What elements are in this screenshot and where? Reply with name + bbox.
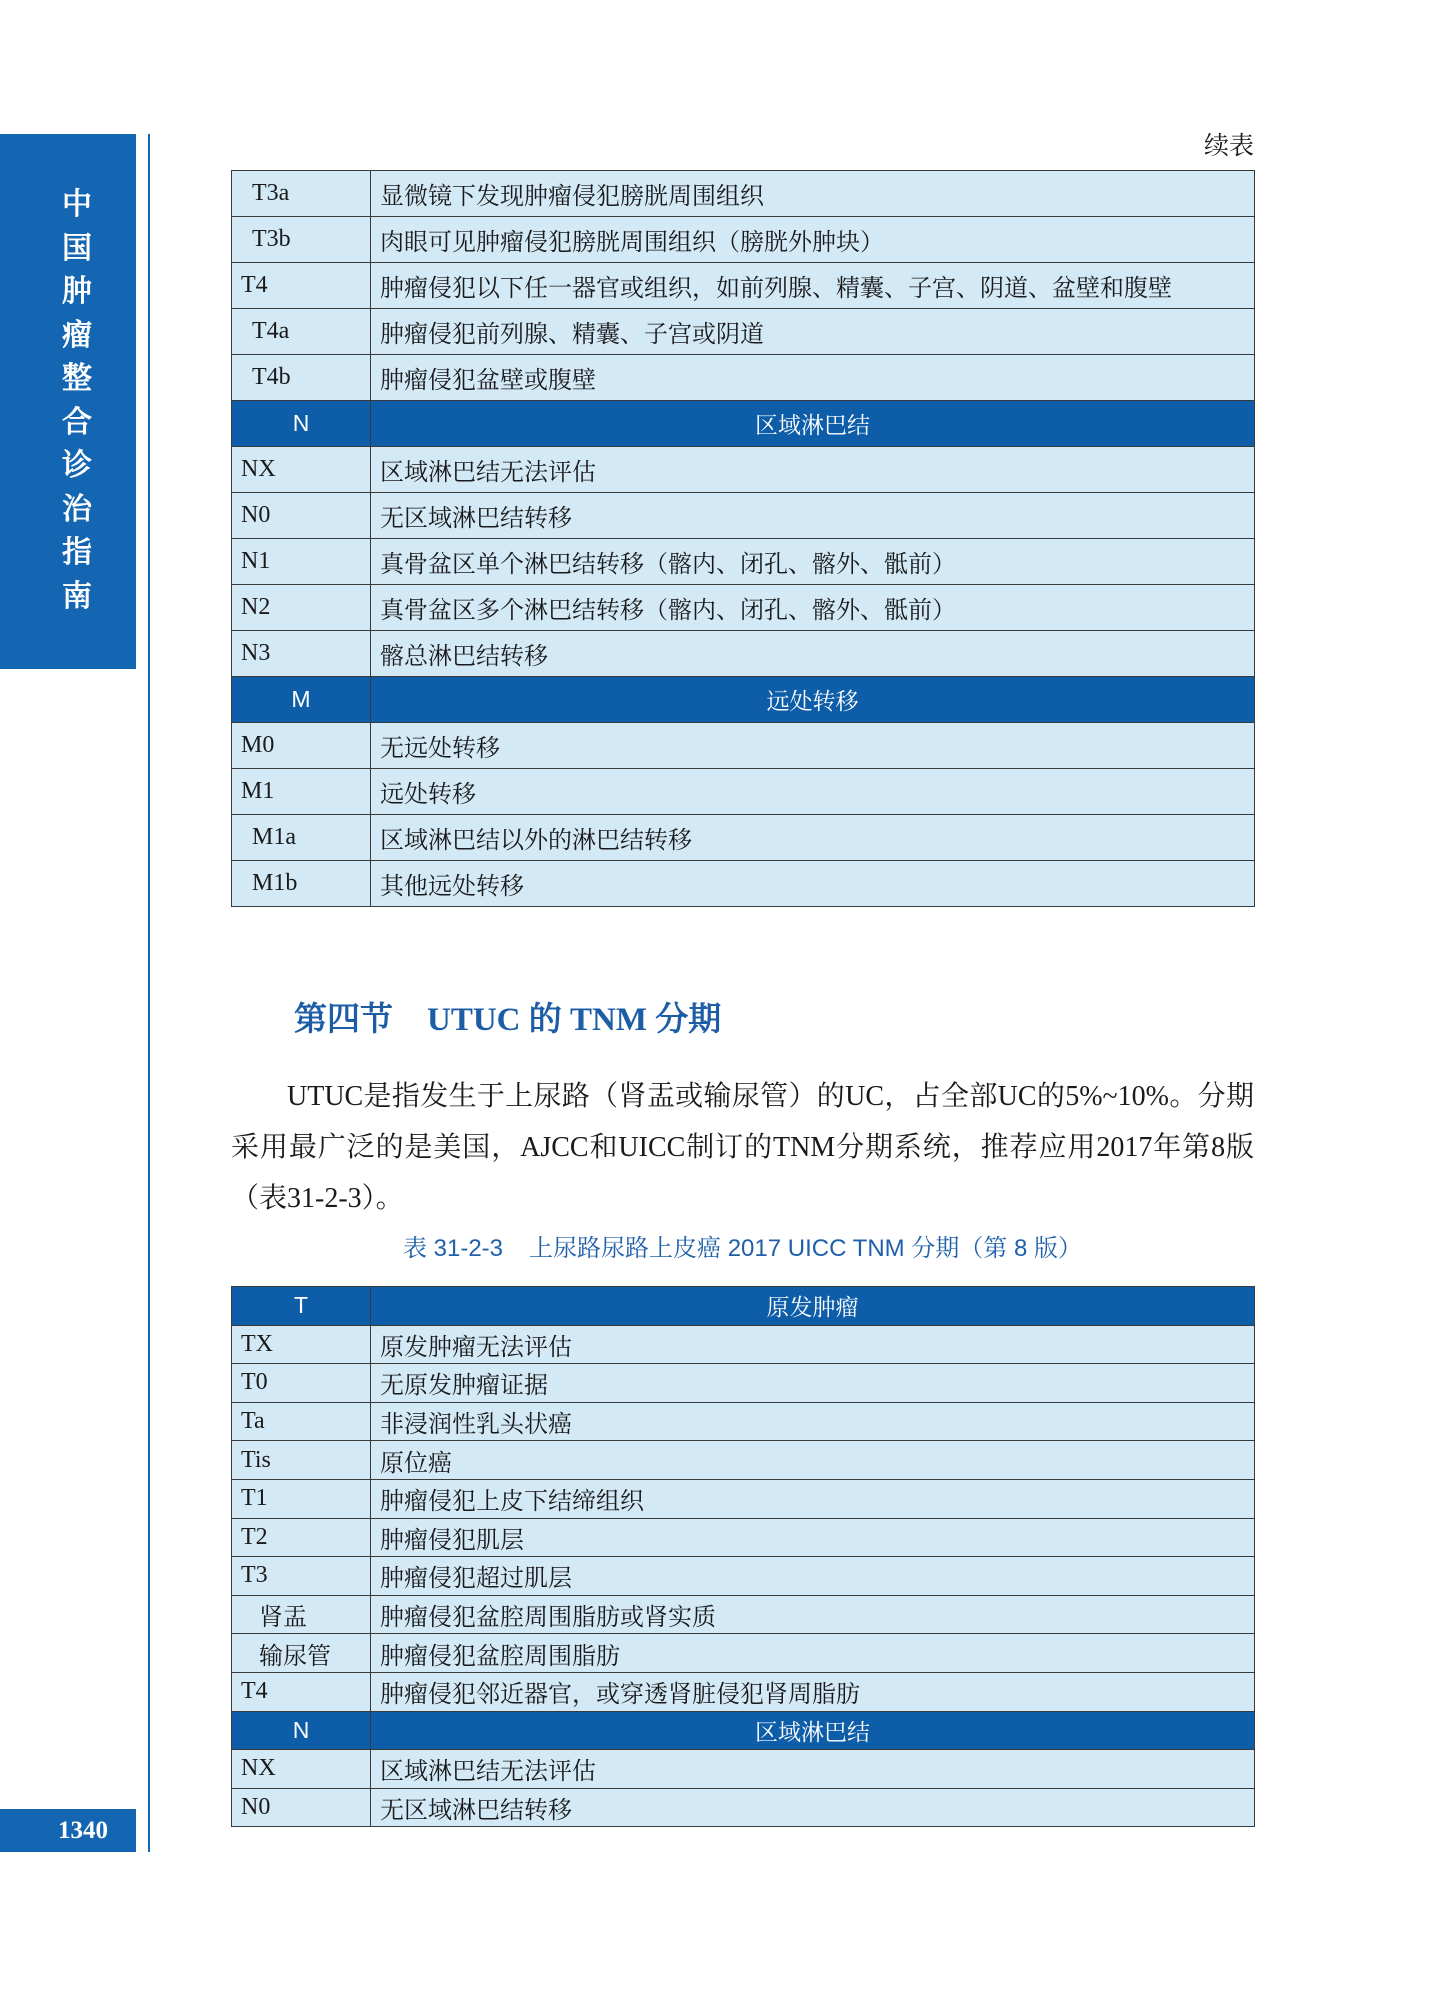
paragraph-line: 采用最广泛的是美国，AJCC和UICC制订的TNM分期系统，推荐应用2017年第8版 [231,1132,1254,1163]
description-cell: 髂总淋巴结转移 [371,631,1255,677]
code-cell: N0 [232,493,371,539]
table-caption [231,1234,1254,1264]
table-row [232,1788,1255,1827]
table-row [232,1557,1255,1596]
code-cell: T1 [232,1479,371,1518]
table-row [232,631,1255,677]
description-cell: 肿瘤侵犯超过肌层 [371,1557,1255,1596]
code-cell: M1b [232,861,371,907]
code-cell: T4b [232,355,371,401]
description-cell: 真骨盆区单个淋巴结转移（髂内、闭孔、髂外、骶前） [371,539,1255,585]
description-cell: 肿瘤侵犯邻近器官，或穿透肾脏侵犯肾周脂肪 [371,1672,1255,1711]
table-section-header-row [232,677,1255,723]
description-cell: 肿瘤侵犯前列腺、精囊、子宫或阴道 [371,309,1255,355]
table-body [232,1287,1255,1827]
section-title-cell: 远处转移 [371,677,1255,723]
description-cell: 无原发肿瘤证据 [371,1364,1255,1403]
table-row [232,1634,1255,1673]
section-title-cell: 区域淋巴结 [371,401,1255,447]
code-cell: N2 [232,585,371,631]
table-row [232,861,1255,907]
code-cell: T3b [232,217,371,263]
code-cell: M1 [232,769,371,815]
description-cell: 其他远处转移 [371,861,1255,907]
table-section-header-row [232,1287,1255,1326]
code-cell: 肾盂 [232,1595,371,1634]
table-row [232,1402,1255,1441]
description-cell: 无区域淋巴结转移 [371,1788,1255,1827]
code-cell: M1a [232,815,371,861]
description-cell: 真骨盆区多个淋巴结转移（髂内、闭孔、髂外、骶前） [371,585,1255,631]
margin-rule [148,134,150,1852]
table-row [232,539,1255,585]
code-cell: T3 [232,1557,371,1596]
table-row [232,309,1255,355]
description-cell: 区域淋巴结无法评估 [371,447,1255,493]
description-cell: 肿瘤侵犯盆腔周围脂肪或肾实质 [371,1595,1255,1634]
table-section-header-row [232,1711,1255,1750]
description-cell: 非浸润性乳头状癌 [371,1402,1255,1441]
code-cell: N3 [232,631,371,677]
code-cell: N0 [232,1788,371,1827]
table-row [232,171,1255,217]
code-cell: Tis [232,1441,371,1480]
description-cell: 无区域淋巴结转移 [371,493,1255,539]
section-code-cell: N [232,1711,371,1750]
code-cell: 输尿管 [232,1634,371,1673]
table-section-header-row [232,401,1255,447]
section-code-cell: N [232,401,371,447]
description-cell: 肿瘤侵犯上皮下结缔组织 [371,1479,1255,1518]
description-cell: 区域淋巴结以外的淋巴结转移 [371,815,1255,861]
description-cell: 远处转移 [371,769,1255,815]
code-cell: T4 [232,1672,371,1711]
table-row [232,217,1255,263]
description-cell: 肿瘤侵犯盆腔周围脂肪 [371,1634,1255,1673]
table-row [232,1325,1255,1364]
section-code-cell: T [232,1287,371,1326]
page-number-box [0,1809,136,1852]
table-row [232,1750,1255,1789]
section-title: UTUC 的 TNM 分期 [427,1002,722,1038]
book-title: 中国肿瘤整合诊治指南 [62,187,92,614]
code-cell: T3a [232,171,371,217]
code-cell: T4 [232,263,371,309]
section-number: 第四节 [294,1002,393,1038]
paragraph-line: UTUC是指发生于上尿路（肾盂或输尿管）的UC，占全部UC的5%~10%。分期 [287,1081,1254,1112]
code-cell: Ta [232,1402,371,1441]
book-title-sidebar [0,134,136,669]
table-row [232,1364,1255,1403]
table-row [232,815,1255,861]
body-paragraph [231,1071,1254,1224]
description-cell: 肿瘤侵犯肌层 [371,1518,1255,1557]
description-cell: 无远处转移 [371,723,1255,769]
section-heading [294,1000,721,1040]
table-row [232,1672,1255,1711]
table-caption-label: 表 31-2-3 [402,1235,504,1262]
description-cell: 肿瘤侵犯盆壁或腹壁 [371,355,1255,401]
description-cell: 区域淋巴结无法评估 [371,1750,1255,1789]
utuc-tnm-table [231,1286,1255,1827]
section-title-cell: 原发肿瘤 [371,1287,1255,1326]
table-body [232,171,1255,907]
continued-table-label: 续表 [1203,133,1254,160]
table-row [232,1595,1255,1634]
description-cell: 显微镜下发现肿瘤侵犯膀胱周围组织 [371,171,1255,217]
section-title-cell: 区域淋巴结 [371,1711,1255,1750]
table-caption-title: 上尿路尿路上皮癌 2017 UICC TNM 分期（第 8 版） [529,1235,1082,1262]
table-row [232,585,1255,631]
description-cell: 原发肿瘤无法评估 [371,1325,1255,1364]
code-cell: NX [232,447,371,493]
page-number: 1340 [58,1817,108,1844]
paragraph-line: （表31-2-3）。 [231,1183,404,1214]
description-cell: 肿瘤侵犯以下任一器官或组织，如前列腺、精囊、子宫、阴道、盆壁和腹壁 [371,263,1255,309]
code-cell: NX [232,1750,371,1789]
code-cell: T4a [232,309,371,355]
code-cell: T2 [232,1518,371,1557]
tnm-table-continued [231,170,1255,907]
table-row [232,447,1255,493]
description-cell: 原位癌 [371,1441,1255,1480]
description-cell: 肉眼可见肿瘤侵犯膀胱周围组织（膀胱外肿块） [371,217,1255,263]
table-row [232,1441,1255,1480]
table-row [232,355,1255,401]
table-row [232,723,1255,769]
table-row [232,263,1255,309]
table-row [232,493,1255,539]
code-cell: M0 [232,723,371,769]
table-row [232,1518,1255,1557]
code-cell: TX [232,1325,371,1364]
code-cell: T0 [232,1364,371,1403]
table-row [232,769,1255,815]
code-cell: N1 [232,539,371,585]
section-code-cell: M [232,677,371,723]
table-row [232,1479,1255,1518]
